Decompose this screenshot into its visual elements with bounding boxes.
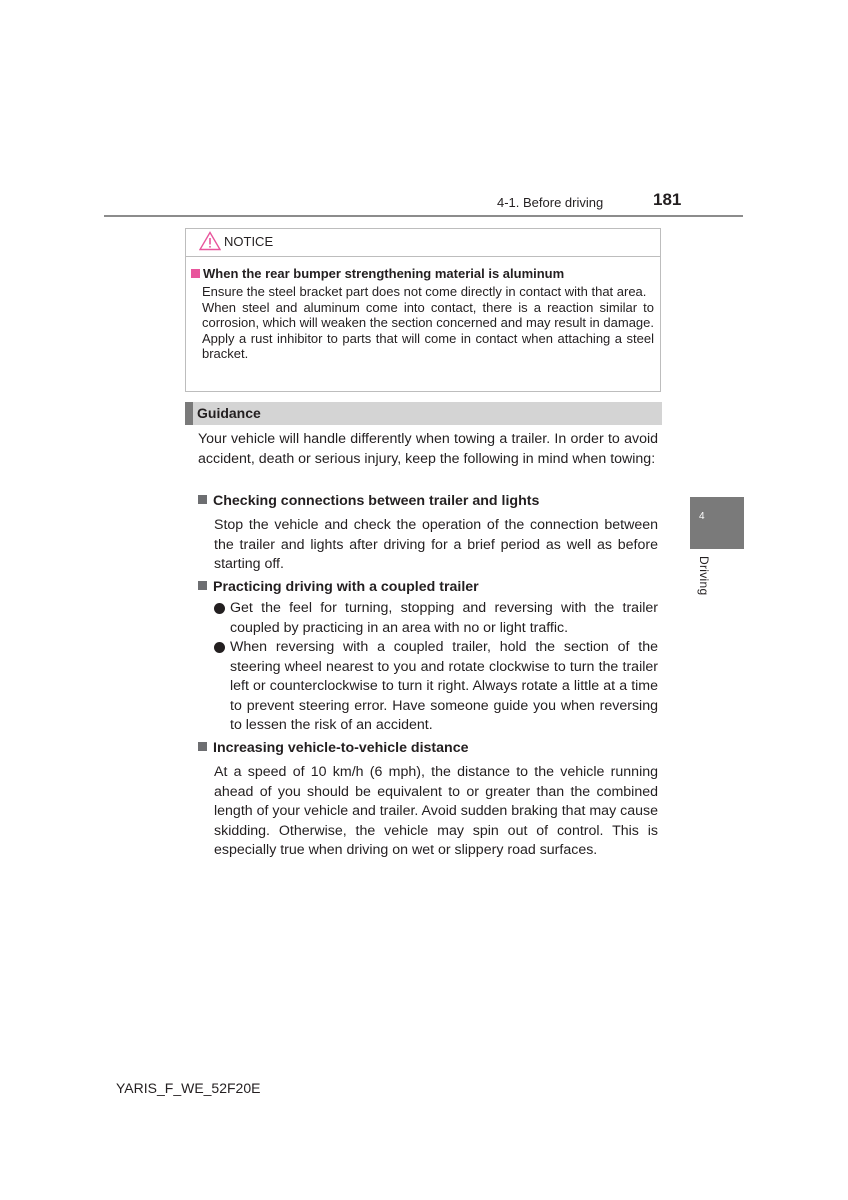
- chapter-label: Driving: [697, 556, 711, 596]
- notice-label: NOTICE: [224, 234, 274, 249]
- warning-triangle-icon: [199, 231, 221, 251]
- bullet-item: [214, 599, 658, 638]
- guidance-section-bar: [185, 402, 662, 425]
- gray-square-marker-icon: [198, 581, 207, 590]
- notice-box: [185, 228, 661, 392]
- notice-title-text: When the rear bumper strengthening material is aluminum: [203, 266, 565, 281]
- header-rule: [104, 215, 743, 217]
- gray-square-marker-icon: [198, 495, 207, 504]
- section-text: At a speed of 10 km/h (6 mph), the distance to the vehicle running ahead of you should be equivalent to or greater than the combined length of your vehicle and trailer. Avoid sudden braking that may cause skidding. Otherwise, the vehicle may spin out of control. This is especially true when driving on wet or slippery road surfaces.: [214, 764, 658, 859]
- notice-paragraph: When steel and aluminum come into contact, there is a reaction similar to corrosion, which will weaken the section concerned and may result in damage. Apply a rust inhibitor to parts that will come in contact when attaching a steel bracket.: [202, 299, 654, 362]
- notice-title: [191, 266, 564, 281]
- bullet-dot-icon: [214, 603, 225, 614]
- bullet-dot-icon: [214, 642, 225, 653]
- section-heading: Practicing driving with a coupled trailer: [198, 579, 479, 595]
- chapter-number: 4: [699, 511, 705, 522]
- notice-header: [186, 229, 660, 257]
- pink-square-marker-icon: [191, 269, 200, 278]
- bullet-text: When reversing with a coupled trailer, hold the section of the steering wheel nearest to you and rotate clockwise to turn the trailer left or counterclockwise to turn it right. Always rotate a little at a time to prevent steering error. Have someone guide you when reversing to lessen the risk of an accident.: [230, 639, 658, 734]
- header-section: 4-1. Before driving: [497, 195, 604, 210]
- gray-square-marker-icon: [198, 742, 207, 751]
- chapter-tab[interactable]: [690, 497, 744, 549]
- section-heading: Increasing vehicle-to-vehicle distance: [198, 740, 468, 756]
- notice-body: [202, 284, 654, 362]
- guidance-intro: Your vehicle will handle differently when towing a trailer. In order to avoid accident, death or serious injury, keep the following in mind when towing:: [198, 431, 658, 467]
- bullet-item: [214, 638, 658, 736]
- section-heading: Checking connections between trailer and lights: [198, 493, 539, 509]
- bullet-text: Get the feel for turning, stopping and reversing with the trailer coupled by practicing in an area with no or light traffic.: [230, 600, 658, 636]
- section-text: Stop the vehicle and check the operation of the connection between the trailer and lights after driving for a brief period as well as before starting off.: [214, 517, 658, 573]
- footer-code: YARIS_F_WE_52F20E: [116, 1080, 261, 1096]
- page-number: 181: [653, 190, 682, 209]
- guidance-title: Guidance: [197, 405, 261, 421]
- notice-paragraph: Ensure the steel bracket part does not come directly in contact with that area.: [202, 284, 647, 299]
